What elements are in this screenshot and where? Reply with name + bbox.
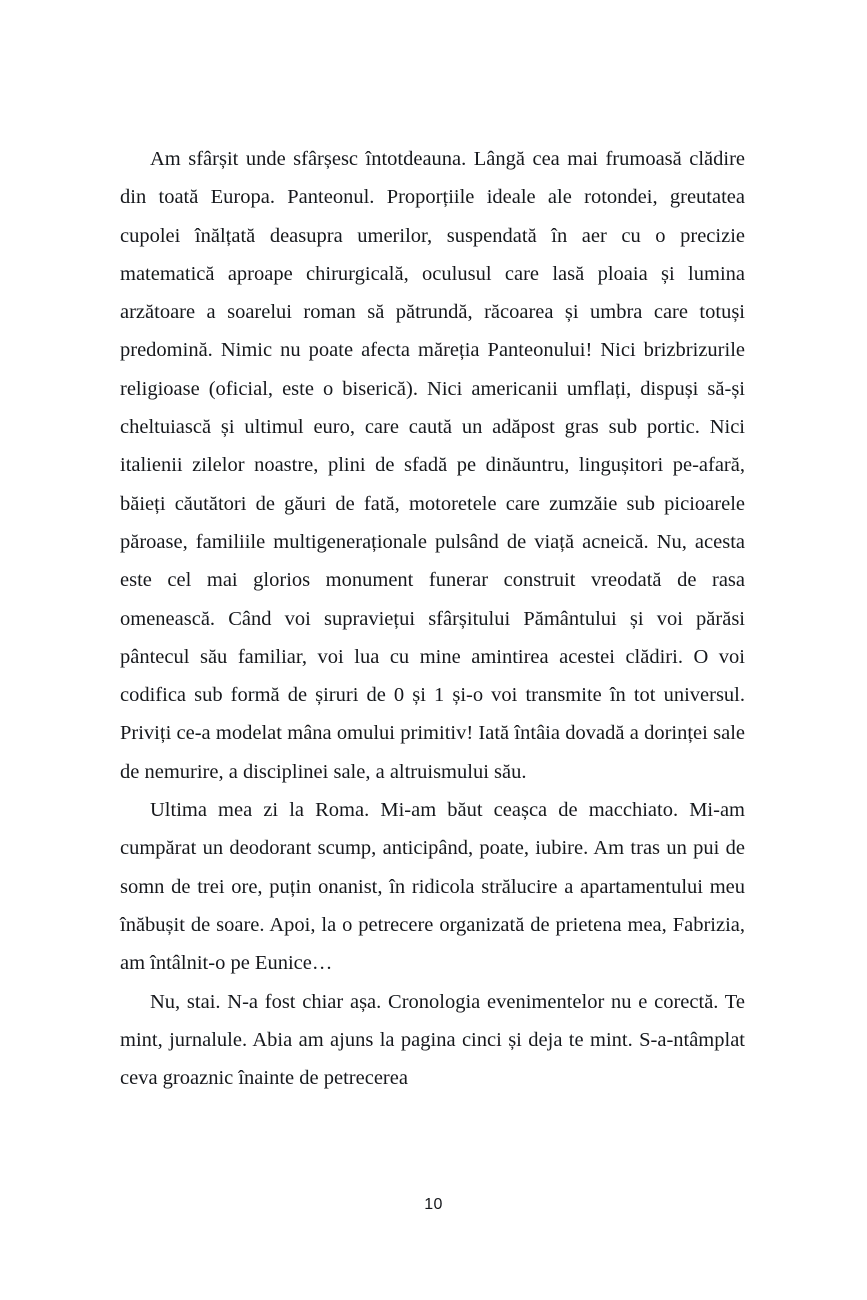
paragraph-1: Am sfârșit unde sfârșesc întotdeauna. Lângă cea mai frumoasă clădire din toată Europa. Panteonul. Proporțiile ideale ale rotondei, greutatea cupolei înălțată deasupra umerilor, suspendată în aer cu o precizie matematică aproape chirurgicală, oculusul care lasă ploaia și lumina arzătoare a soarelui roman să pătrundă, răcoarea și umbra care totuși predomină. Nimic nu poate afecta măreția Panteonului! Nici brizbrizurile religioase (oficial, este o biserică). Nici americanii umflați, dispuși să-și cheltuiască și ultimul euro, care caută un adăpost gras sub portic. Nici italienii zilelor noastre, plini de sfadă pe dinăuntru, lingușitori pe-afară, băieți căutători de găuri de fată, motoretele care zumzăie sub picioarele păroase, familiile multigeneraționale pulsând de viață acneică. Nu, acesta este cel mai glorios monument funerar construit vreodată de rasa omenească. Când voi supraviețui sfârșitului Pământului și voi părăsi pântecul său familiar, voi lua cu mine amintirea acestei clădiri. O voi codifica sub formă de șiruri de 0 și 1 și-o voi transmite în tot universul. Priviți ce-a modelat mâna omului primitiv! Iată întâia dovadă a dorinței sale de nemurire, a disciplinei sale, a altruismului său.	[120, 148, 745, 783]
paragraph-2: Ultima mea zi la Roma. Mi-am băut ceașca de macchiato. Mi-am cumpărat un deodorant scump, anticipând, poate, iubire. Am tras un pui de somn de trei ore, puțin onanist, în ridicola strălucire a apartamentului meu înăbușit de soare. Apoi, la o petrecere organizată de prietena mea, Fabrizia, am întâlnit-o pe Eunice…	[120, 799, 745, 975]
page-number: 10	[424, 1196, 443, 1213]
paragraph-3: Nu, stai. N-a fost chiar așa. Cronologia evenimentelor nu e corectă. Te mint, jurnalule. Abia am ajuns la pagina cinci și deja te mint. S-a-ntâmplat ceva groaznic înainte de petrecerea	[120, 990, 745, 1090]
body-text	[120, 140, 745, 1097]
